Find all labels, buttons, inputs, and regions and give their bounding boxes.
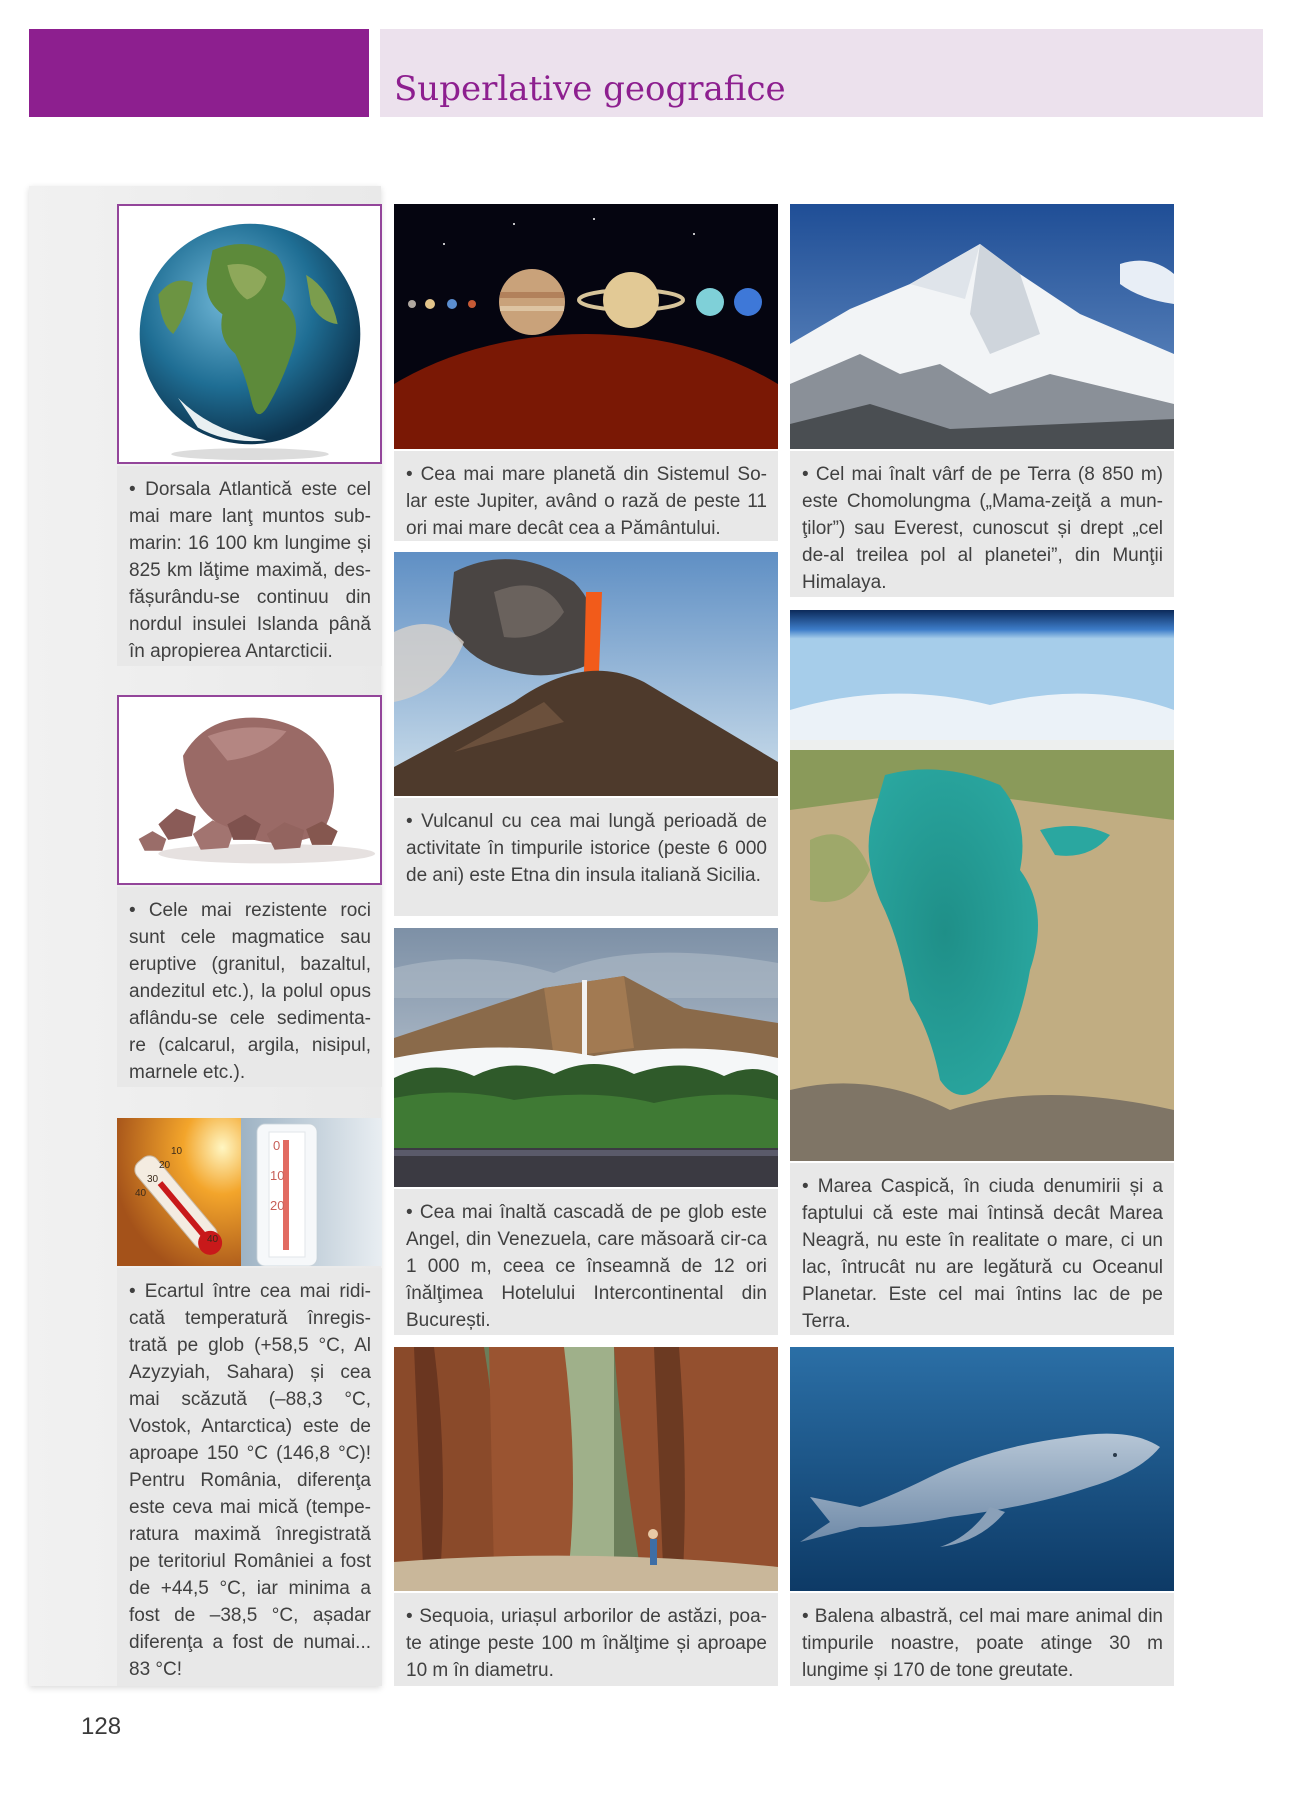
warm-tick-4: 10 bbox=[171, 1146, 183, 1157]
rocks-caption: • Cele mai rezistente roci sunt cele magmatice sau eruptive (granitul, bazaltul, andezitul etc.), la polul opus aflându-se cele sedimenta-re (calcarul, argila, nisipul, marnele etc.). bbox=[117, 887, 382, 1087]
everest-image bbox=[790, 204, 1174, 449]
header-title-bar bbox=[380, 29, 1263, 117]
blue-whale-caption: • Balena albastră, cel mai mare animal din timpurile noastre, poate atinge 30 m lungime și 170 de tone greutate. bbox=[790, 1593, 1174, 1686]
jupiter-caption: • Cea mai mare planetă din Sistemul So-lar este Jupiter, având o rază de peste 11 ori mai mare decât cea a Pământului. bbox=[394, 451, 778, 541]
page-title: Superlative geografice bbox=[394, 69, 786, 109]
everest-caption: • Cel mai înalt vârf de pe Terra (8 850 m) este Chomolungma („Mama-zeiţă a mun-ţilor”) sau Everest, cunoscut și drept „cel de-al treilea pol al planetei”, din Munţii Himalaya. bbox=[790, 451, 1174, 597]
caspian-sea-image bbox=[790, 610, 1174, 1161]
warm-tick-2: 30 bbox=[147, 1174, 159, 1185]
warm-tick-1: 40 bbox=[135, 1188, 147, 1199]
angel-falls-caption: • Cea mai înaltă cascadă de pe glob este Angel, din Venezuela, care măsoară cir-ca 1 000 m, ceea ce înseamnă de 12 ori înălţimea Hotelului Intercontinental din București. bbox=[394, 1189, 778, 1335]
rocks-image bbox=[117, 695, 382, 885]
angel-falls-image bbox=[394, 928, 778, 1187]
sequoia-image bbox=[394, 1347, 778, 1591]
warm-tick-5: 40 bbox=[207, 1234, 219, 1245]
page-number: 128 bbox=[81, 1713, 122, 1740]
sequoia-caption: • Sequoia, uriașul arborilor de astăzi, poa-te atinge peste 100 m înălţime și aproape 10 m în diametru. bbox=[394, 1593, 778, 1686]
temperature-caption: • Ecartul între cea mai ridi-cată temperatură înregis-trată pe glob (+58,5 °C, Al Azyzyiah, Sahara) și cea mai scăzută (–88,3 °C, Vostok, Antarctica) este de aproape 150 °C (146,8 °C)! Pentru România, diferenţa este ceva mai mică (tempe-ratura maximă înregistrată pe teritoriul României a fost de +44,5 °C, iar minima a fost de –38,5 °C, așadar diferenţa a fost de numai... 83 °C! bbox=[117, 1268, 382, 1686]
etna-caption: • Vulcanul cu cea mai lungă perioadă de activitate în timpurile istorice (peste 6 000 de ani) este Etna din insula italiană Sicilia. bbox=[394, 798, 778, 916]
cold-tick-2: 10 bbox=[270, 1168, 285, 1183]
earth-globe-image bbox=[117, 204, 382, 464]
blue-whale-image bbox=[790, 1347, 1174, 1591]
cold-tick-1: 0 bbox=[273, 1138, 281, 1153]
etna-volcano-image bbox=[394, 552, 778, 796]
solar-system-image bbox=[394, 204, 778, 449]
cold-tick-3: 20 bbox=[270, 1198, 285, 1213]
warm-tick-3: 20 bbox=[159, 1160, 171, 1171]
thermometers-image bbox=[117, 1118, 382, 1266]
atlantic-ridge-caption: • Dorsala Atlantică este cel mai mare lanţ muntos sub-marin: 16 100 km lungime și 825 km lăţime maximă, des-fășurându-se continuu din nordul insulei Islanda până în apropierea Antarcticii. bbox=[117, 466, 382, 666]
caspian-caption: • Marea Caspică, în ciuda denumirii și a faptului că este mai întinsă decât Marea Neagră, nu este în realitate o mare, ci un lac, întrucât nu are legătură cu Oceanul Planetar. Este cel mai întins lac de pe Terra. bbox=[790, 1163, 1174, 1335]
header-accent-bar bbox=[29, 29, 369, 117]
